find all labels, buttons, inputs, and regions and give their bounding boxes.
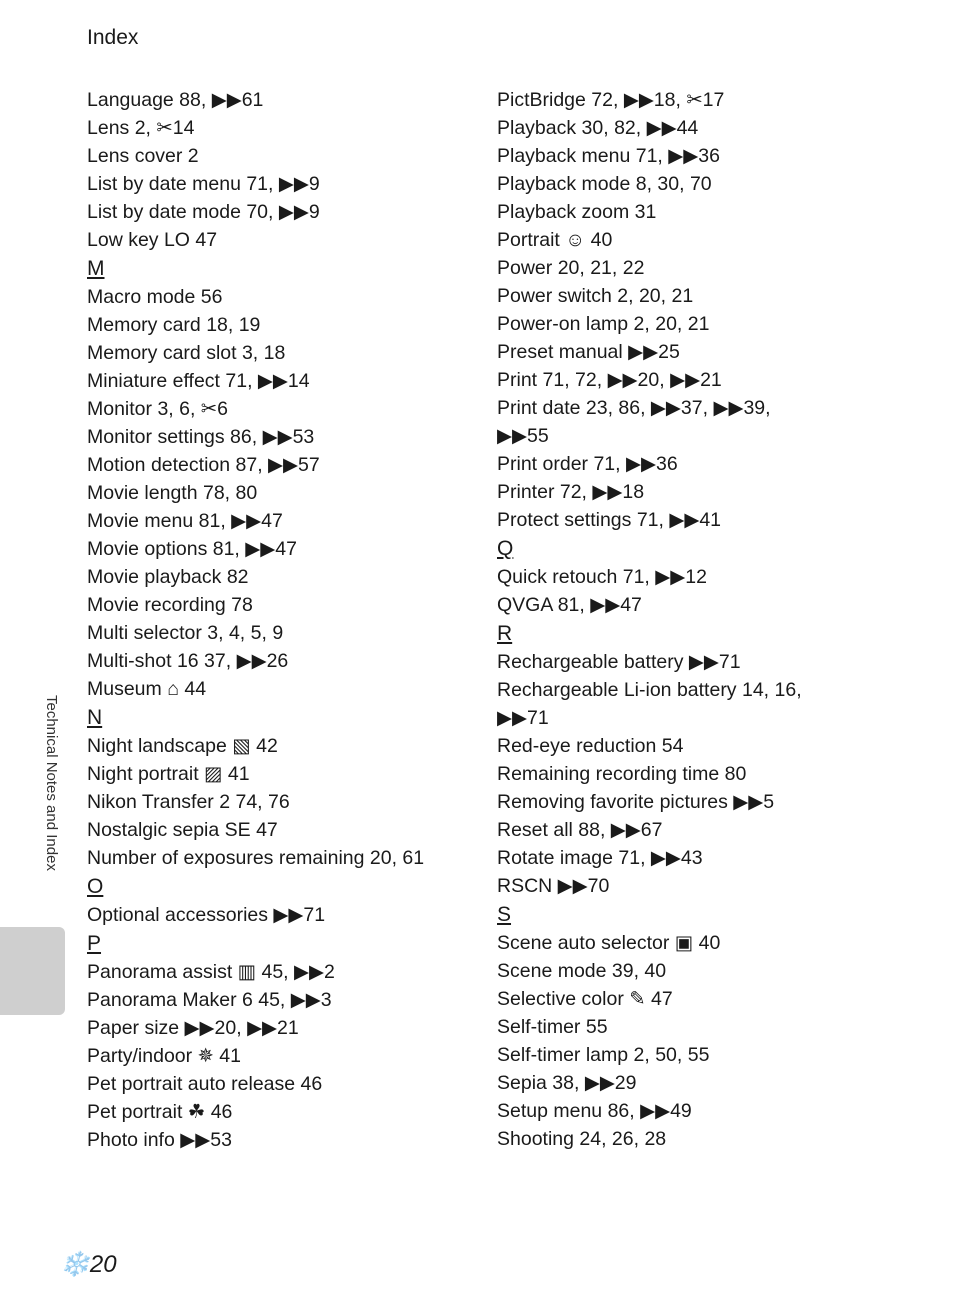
index-entry: Language 88, ▶▶61: [87, 89, 264, 111]
index-entry: Multi selector 3, 4, 5, 9: [87, 622, 284, 644]
index-entry: Power 20, 21, 22: [497, 257, 645, 279]
index-entry: Playback zoom 31: [497, 201, 657, 223]
section-tab: [0, 927, 65, 1015]
index-entry: Scene mode 39, 40: [497, 960, 667, 982]
index-entry: Playback 30, 82, ▶▶44: [497, 117, 699, 139]
index-letter-heading: M: [87, 257, 105, 280]
index-entry: Playback menu 71, ▶▶36: [497, 145, 720, 167]
index-entry: Portrait ☺ 40: [497, 229, 613, 251]
index-letter-heading: O: [87, 875, 104, 898]
index-entry: RSCN ▶▶70: [497, 875, 610, 897]
index-entry: Panorama Maker 6 45, ▶▶3: [87, 989, 332, 1011]
index-entry: List by date menu 71, ▶▶9: [87, 173, 320, 195]
index-entry: Macro mode 56: [87, 286, 223, 308]
index-entry: List by date mode 70, ▶▶9: [87, 201, 320, 223]
index-entry: Movie length 78, 80: [87, 482, 258, 504]
index-entry: Optional accessories ▶▶71: [87, 904, 326, 926]
index-entry: Pet portrait auto release 46: [87, 1073, 323, 1095]
index-letter-heading: S: [497, 903, 512, 926]
index-entry: Red-eye reduction 54: [497, 735, 684, 757]
index-entry: Rechargeable battery ▶▶71: [497, 651, 741, 673]
index-entry: Shooting 24, 26, 28: [497, 1128, 667, 1150]
page-number: ❄‍20: [60, 1251, 117, 1278]
index-entry: Photo info ▶▶53: [87, 1129, 232, 1151]
index-entry: Memory card slot 3, 18: [87, 342, 286, 364]
index-letter-heading: N: [87, 706, 103, 729]
index-entry: Night landscape ▧ 42: [87, 735, 278, 757]
index-entry: Night portrait ▨ 41: [87, 763, 250, 785]
index-entry: Playback mode 8, 30, 70: [497, 173, 712, 195]
index-entry: Multi-shot 16 37, ▶▶26: [87, 650, 289, 672]
index-entry: Self-timer lamp 2, 50, 55: [497, 1044, 710, 1066]
index-entry: ▶▶71: [497, 707, 549, 729]
index-entry: Removing favorite pictures ▶▶5: [497, 791, 775, 813]
index-entry: Print order 71, ▶▶36: [497, 453, 678, 475]
index-entry: Miniature effect 71, ▶▶14: [87, 370, 310, 392]
index-letter-heading: P: [87, 932, 102, 955]
index-entry: Print 71, 72, ▶▶20, ▶▶21: [497, 369, 722, 391]
index-column-right: [497, 86, 917, 1153]
index-entry: Protect settings 71, ▶▶41: [497, 509, 722, 531]
index-entry: Printer 72, ▶▶18: [497, 481, 645, 503]
index-entry: Rechargeable Li-ion battery 14, 16,: [497, 679, 802, 701]
index-entry: Scene auto selector ▣ 40: [497, 932, 721, 954]
index-entry: Preset manual ▶▶25: [497, 341, 680, 363]
index-entry: Nikon Transfer 2 74, 76: [87, 791, 290, 813]
index-entry: PictBridge 72, ▶▶18, ✂17: [497, 89, 725, 111]
index-entry: Setup menu 86, ▶▶49: [497, 1100, 692, 1122]
index-entry: Movie options 81, ▶▶47: [87, 538, 297, 560]
index-entry: Remaining recording time 80: [497, 763, 747, 785]
index-letter-heading: R: [497, 622, 513, 645]
index-entry: Paper size ▶▶20, ▶▶21: [87, 1017, 299, 1039]
index-entry: Low key LO 47: [87, 229, 218, 251]
index-entry: Self-timer 55: [497, 1016, 608, 1038]
index-entry: Movie menu 81, ▶▶47: [87, 510, 283, 532]
index-entry: Panorama assist ▥ 45, ▶▶2: [87, 961, 335, 983]
index-entry: Lens cover 2: [87, 145, 199, 167]
index-letter-heading: Q: [497, 537, 514, 560]
index-entry: Nostalgic sepia SE 47: [87, 819, 278, 841]
index-entry: Rotate image 71, ▶▶43: [497, 847, 703, 869]
index-entry: ▶▶55: [497, 425, 549, 447]
index-entry: Party/indoor ✵ 41: [87, 1045, 242, 1067]
index-entry: Power switch 2, 20, 21: [497, 285, 694, 307]
index-entry: QVGA 81, ▶▶47: [497, 594, 642, 616]
index-entry: Lens 2, ✂14: [87, 117, 195, 139]
index-entry: Monitor settings 86, ▶▶53: [87, 426, 315, 448]
index-column-left: [87, 86, 507, 1154]
index-entry: Selective color ✎ 47: [497, 988, 673, 1010]
index-entry: Sepia 38, ▶▶29: [497, 1072, 637, 1094]
index-entry: Print date 23, 86, ▶▶37, ▶▶39,: [497, 397, 771, 419]
index-entry: Pet portrait ☘ 46: [87, 1101, 233, 1123]
index-entry: Power-on lamp 2, 20, 21: [497, 313, 710, 335]
index-entry: Movie recording 78: [87, 594, 253, 616]
index-entry: Movie playback 82: [87, 566, 249, 588]
index-entry: Reset all 88, ▶▶67: [497, 819, 663, 841]
index-entry: Museum ⌂ 44: [87, 678, 207, 700]
index-entry: Quick retouch 71, ▶▶12: [497, 566, 707, 588]
sidebar-section-label: Technical Notes and Index: [43, 695, 60, 871]
index-entry: Number of exposures remaining 20, 61: [87, 847, 425, 869]
index-entry: Monitor 3, 6, ✂6: [87, 398, 228, 420]
page-header: Index: [87, 26, 139, 49]
index-entry: Memory card 18, 19: [87, 314, 261, 336]
index-entry: Motion detection 87, ▶▶57: [87, 454, 320, 476]
